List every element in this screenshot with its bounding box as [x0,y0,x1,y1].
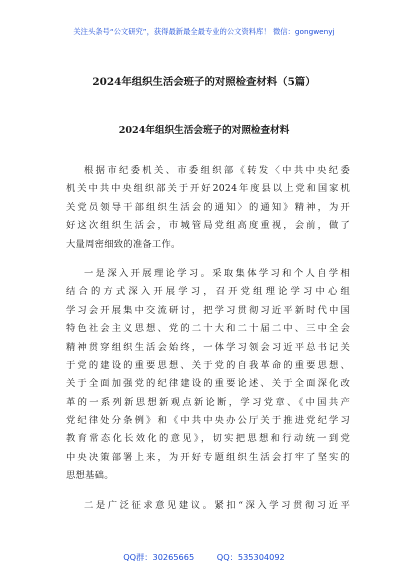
footer-contact [0,552,408,563]
text-line: 大量周密细致的准备工作。 [66,238,181,250]
text-line: 精神贯穿组织生活会始终，一体学习领会习近平总书记关 [66,341,350,353]
text-line: 中央决策部署上来，为开好专题组织生活会打牢了坚实的 [66,451,350,463]
footer-qq: QQ：535304092 [216,552,285,562]
paragraph-2 [66,265,350,486]
text-line: 机关中共中央组织部关于开好2024年度县以上党和国家机 [66,183,350,195]
text-line: 教育常态化长效化的意见》，切实把思想和行动统一到党 [66,433,350,445]
document-title: 2024年组织生活会班子的对照检查材料（5篇） [92,76,316,88]
document-body [66,162,350,515]
text-line: 关党员领导干部组织生活会的通知〉的通知》精神，为开 [66,201,350,213]
text-line: 根据市纪委机关、市委组织部《转发〈中共中央纪委 [84,165,350,176]
text-line: 党纪律处分条例》和《中共中央办公厅关于推进党纪学习 [66,415,350,427]
text-line: 思想基础。 [66,470,114,482]
text-line: 特色社会主义思想、党的二十大和二十届二中、三中全会 [66,323,350,335]
paragraph-3 [66,497,350,515]
text-line: 结合的方式深入开展学习，召开党组理论学习中心组 [66,286,350,298]
text-line: 关于全面加强党的纪律建设的重要论述、关于全面深化改 [66,378,350,390]
text-line: 二是广泛征求意见建议。紧扣“深入学习贯彻习近平 [84,499,350,511]
text-line: 学习会开展集中交流研讨，把学习贯彻习近平新时代中国 [66,304,350,316]
header-banner: 关注头条号“公文研究”，获得最新最全最专业的公文资料库！ 微信：gongwenyj [73,27,335,36]
text-line: 好这次组织生活会，市城管局党组高度重视，会前，做了 [66,220,350,232]
paragraph-1 [66,162,350,254]
footer-qq-group: QQ群：30265665 [123,552,195,562]
text-line: 于党的建设的重要思想、关于党的自我革命的重要思想、 [66,359,350,371]
section-title: 2024年组织生活会班子的对照检查材料 [118,125,290,136]
text-line: 革的一系列新思想新观点新论断，学习党章、《中国共产 [66,396,350,408]
text-line: 一是深入开展理论学习。采取集体学习和个人自学相 [84,267,350,279]
